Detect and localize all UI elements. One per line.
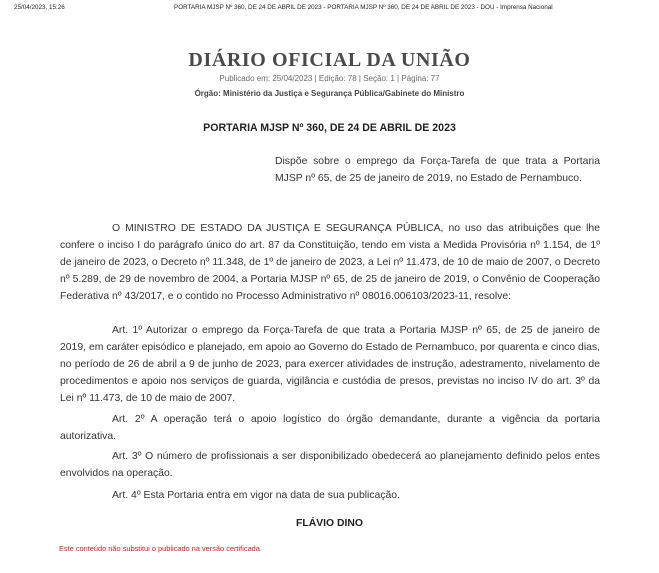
print-page-title: PORTARIA MJSP Nº 360, DE 24 DE ABRIL DE 2023 - PORTARIA MJSP Nº 360, DE 24 DE ABRIL DE 2023 - DOU - Imprensa Nacional (174, 4, 553, 11)
article-2: Art. 2º A operação terá o apoio logístico do órgão demandante, durante a vigência da portaria autorizativa. (60, 414, 600, 442)
preamble-paragraph: O MINISTRO DE ESTADO DA JUSTIÇA E SEGURANÇA PÚBLICA, no uso das atribuições que lhe confere o inciso I do parágrafo único do art. 87 da Constituição, tendo em vista a Medida Provisória nº 1.154, de 1º de janeiro de 2023, o Decreto nº 11.348, de 1º de janeiro de 2023, a Lei nº 11.473, de 10 de maio de 2007, o Decreto nº 5.289, de 29 de novembro de 2004, a Portaria MJSP nº 65, de 25 de janeiro de 2019, o Convênio de Cooperação Federativa nº 43/2017, e o contido no Processo Administrativo nº 08016.006103/2023-11, resolve: (60, 223, 600, 302)
orgao-label: Órgão: (194, 89, 221, 98)
orgao-value: Ministério da Justiça e Segurança Pública/Gabinete do Ministro (223, 89, 465, 98)
publication-info: Publicado em: 25/04/2023 | Edição: 78 | Seção: 1 | Página: 77 (219, 74, 440, 83)
disclaimer: Este conteúdo não substitui o publicado na versão certificada. (59, 544, 262, 553)
print-datetime: 25/04/2023, 15:26 (14, 4, 65, 11)
article-3: Art. 3º O número de profissionais a ser disponibilizado obedecerá ao planejamento definido pelos entes envolvidos na operação. (60, 451, 600, 479)
orgao-line (0, 89, 659, 98)
signature: FLÁVIO DINO (296, 518, 363, 529)
print-header (14, 4, 651, 14)
document-title: PORTARIA MJSP Nº 360, DE 24 DE ABRIL DE 2023 (203, 122, 456, 134)
ementa: Dispõe sobre o emprego da Força-Tarefa de que trata a Portaria MJSP nº 65, de 25 de janeiro de 2019, no Estado de Pernambuco. (275, 156, 600, 184)
masthead-title: DIÁRIO OFICIAL DA UNIÃO (188, 49, 471, 71)
article-1: Art. 1º Autorizar o emprego da Força-Tarefa de que trata a Portaria MJSP nº 65, de 25 de janeiro de 2019, em caráter episódico e planejado, em apoio ao Governo do Estado de Pernambuco, por quarenta e cinco dias, no período de 26 de abril a 9 de junho de 2023, para exercer atividades de instrução, adestramento, nivelamento de procedimentos e apoio nos serviços de guarda, vigilância e custódia de presos, previstas no inciso IV do art. 3º da Lei nº 11.473, de 10 de maio de 2007. (60, 325, 600, 404)
article-4: Art. 4º Esta Portaria entra em vigor na data de sua publicação. (112, 490, 400, 501)
